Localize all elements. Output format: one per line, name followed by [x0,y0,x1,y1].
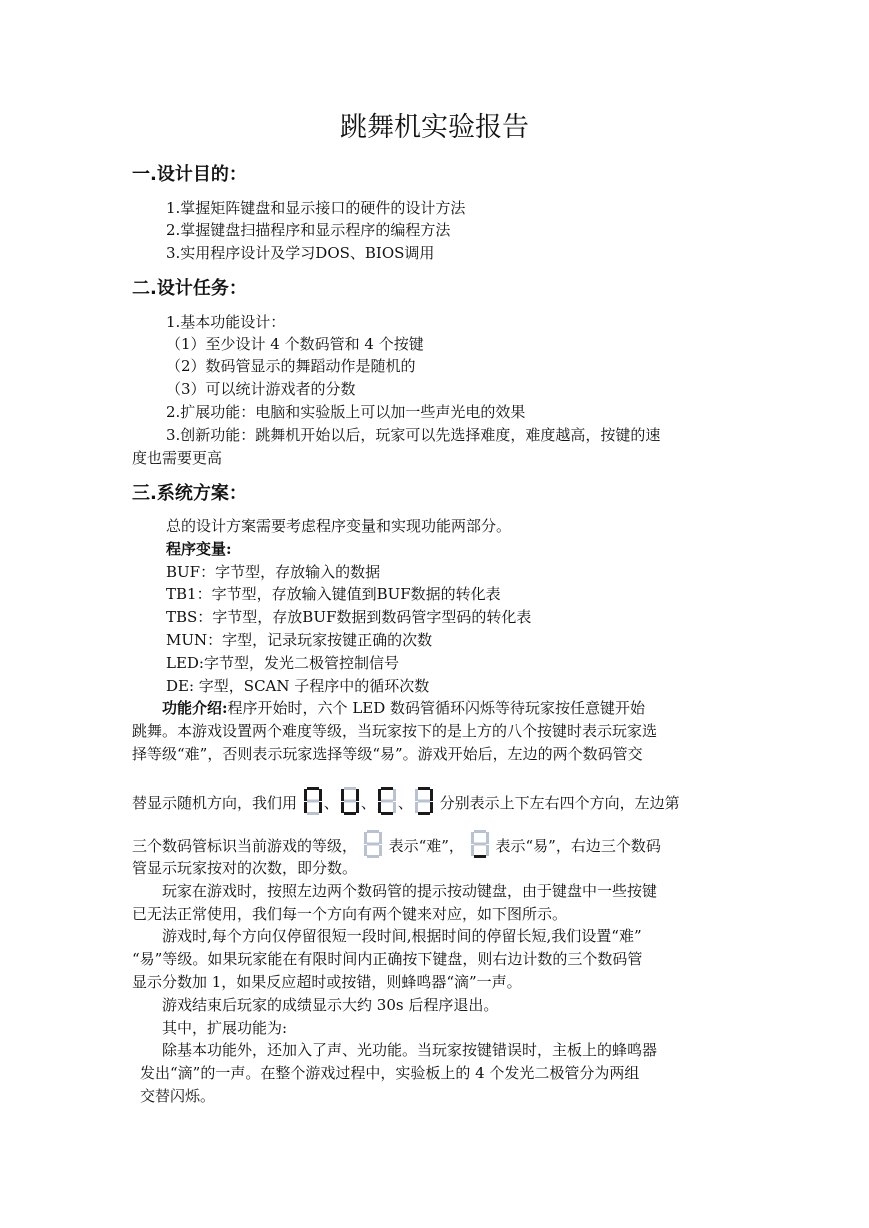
separator: 、 [323,794,339,812]
paragraph-line: 已无法正常使用，我们每一个方向有两个键来对应，如下图所示。 [132,905,568,923]
func-text: 程序开始时，六个 LED 数码管循环闪烁等待玩家按任意键开始 [227,699,646,717]
paragraph-line: 其中，扩展功能为: [162,1019,288,1037]
paragraph-line: 除基本功能外，还加入了声、光功能。当玩家按键错误时，主板上的蜂鸣器 [162,1041,658,1059]
list-item: 3.创新功能：跳舞机开始以后，玩家可以先选择难度，难度越高，按键的速 [166,426,661,444]
separator: 、 [360,794,376,812]
section-2-heading: 二.设计任务： [132,278,247,299]
list-item: 度也需要更高 [132,449,223,467]
func-line-2: 跳舞。本游戏设置两个难度等级，当玩家按下的是上方的八个按键时表示玩家选 [132,722,658,740]
func-line-1 [162,698,645,718]
var-item: DE: 字型，SCAN 子程序中的循环次数 [166,677,430,695]
seg-down-icon [340,786,360,816]
paragraph-line: 交替闪烁。 [140,1087,216,1105]
seg-up-icon [303,786,323,816]
func-label: 功能介绍: [162,699,228,717]
paragraph-line: 发出“滴”的一声。在整个游戏过程中，实验板上的 4 个发光二极管分为两组 [140,1064,640,1082]
var-item: LED:字节型，发光二极管控制信号 [166,654,399,672]
list-item: （1）至少设计 4 个数码管和 4 个按键 [166,335,424,353]
var-item: TB1：字节型，存放输入键值到BUF数据的转化表 [166,585,501,603]
paragraph-line: 游戏结束后玩家的成绩显示大约 30s 后程序退出。 [162,996,499,1014]
separator: 、 [397,794,413,812]
vars-label: 程序变量: [166,540,232,558]
func-line-6: 管显示玩家按对的次数，即分数。 [132,859,358,877]
section-3-heading: 三.系统方案： [132,483,247,504]
list-item: （2）数码管显示的舞蹈动作是随机的 [166,357,416,375]
section-1-heading: 一.设计目的： [132,164,247,185]
paragraph-line: 玩家在游戏时，按照左边两个数码管的提示按动键盘，由于键盘中一些按键 [162,882,658,900]
var-item: TBS：字节型，存放BUF数据到数码管字型码的转化表 [166,608,532,626]
paragraph-line: “易”等级。如果玩家能在有限时间内正确按下键盘，则右边计数的三个数码管 [132,950,643,968]
var-item: BUF：字节型，存放输入的数据 [166,563,381,581]
list-item: 3.实用程序设计及学习DOS、BIOS调用 [166,244,435,262]
list-item: （3）可以统计游戏者的分数 [166,380,356,398]
func-text: 替显示随机方向，我们用 [132,794,298,812]
page-title: 跳舞机实验报告 [340,112,529,143]
seg-left-icon [377,786,397,816]
func-text: 三个数码管标识当前游戏的等级， [132,837,358,855]
seg-hard-icon [363,829,383,859]
paragraph-intro: 总的设计方案需要考虑程序变量和实现功能两部分。 [166,517,512,535]
paragraph-line: 游戏时,每个方向仅停留很短一段时间,根据时间的停留长短,我们设置“难” [162,927,642,945]
func-line-3: 择等级“难”，否则表示玩家选择等级“易”。游戏开始后，左边的两个数码管交 [132,745,643,763]
func-text: 表示“难”， [388,837,464,855]
list-item: 2.扩展功能：电脑和实验版上可以加一些声光电的效果 [166,403,526,421]
func-line-5 [132,829,661,859]
list-item: 1.基本功能设计： [166,313,286,331]
func-text: 分别表示上下左右四个方向，左边第 [439,794,680,812]
list-item: 1.掌握矩阵键盘和显示接口的硬件的设计方法 [166,199,466,217]
func-line-4 [132,786,680,816]
paragraph-line: 显示分数加 1，如果反应超时或按错，则蜂鸣器“滴”一声。 [132,973,522,991]
seg-right-icon [414,786,434,816]
func-text: 表示“易”，右边三个数码 [495,837,661,855]
list-item: 2.掌握键盘扫描程序和显示程序的编程方法 [166,221,451,239]
var-item: MUN：字型，记录玩家按键正确的次数 [166,631,433,649]
seg-easy-icon [470,829,490,859]
